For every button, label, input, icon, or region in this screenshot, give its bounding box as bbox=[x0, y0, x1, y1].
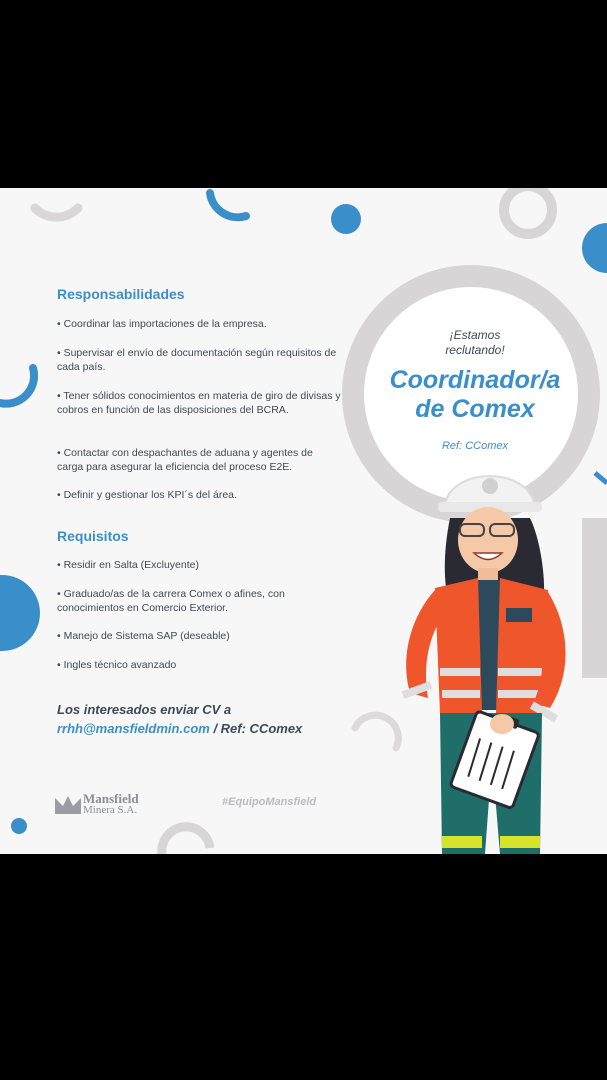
list-item: • Ingles técnico avanzado bbox=[57, 659, 177, 671]
contact-ref: / Ref: CComex bbox=[209, 721, 303, 736]
list-item: • Definir y gestionar los KPI´s del área. bbox=[57, 489, 237, 501]
company-logo bbox=[55, 792, 165, 822]
contact-email[interactable]: rrhh@mansfieldmin.com bbox=[57, 721, 210, 736]
list-item: • Coordinar las importaciones de la empresa. bbox=[57, 318, 267, 330]
list-item: • Supervisar el envío de documentación según requisitos de cada país. bbox=[57, 347, 337, 373]
job-poster bbox=[0, 188, 607, 854]
requisitos-heading: Requisitos bbox=[57, 528, 129, 544]
job-title-line2: de Comex bbox=[415, 395, 535, 423]
worker-illustration bbox=[390, 458, 590, 854]
list-item: • Tener sólidos conocimientos en materia de giro de divisas y cobros en función de las disposiciones del BCRA. bbox=[57, 390, 341, 416]
mountain-logo-icon bbox=[55, 794, 81, 814]
list-item: • Residir en Salta (Excluyente) bbox=[57, 559, 199, 571]
contact-line bbox=[57, 721, 302, 736]
contact-instructions: Los interesados enviar CV a bbox=[57, 702, 232, 717]
list-item: • Graduado/as de la carrera Comex o afines, con conocimientos en Comercio Exterior. bbox=[57, 588, 285, 614]
logo-name: Mansfield bbox=[83, 791, 139, 806]
recruiting-intro: ¡Estamos reclutando! bbox=[445, 328, 505, 357]
hashtag: #EquipoMansfield bbox=[222, 796, 317, 808]
job-title-line1: Coordinador/a bbox=[389, 366, 561, 394]
list-item: • Contactar con despachantes de aduana y agentes de carga para asegurar la eficiencia del proceso E2E. bbox=[57, 447, 313, 473]
responsabilidades-heading: Responsabilidades bbox=[57, 286, 185, 302]
list-item: • Manejo de Sistema SAP (deseable) bbox=[57, 630, 230, 642]
job-ref: Ref: CComex bbox=[441, 440, 509, 452]
logo-sub: Minera S.A. bbox=[83, 804, 138, 816]
